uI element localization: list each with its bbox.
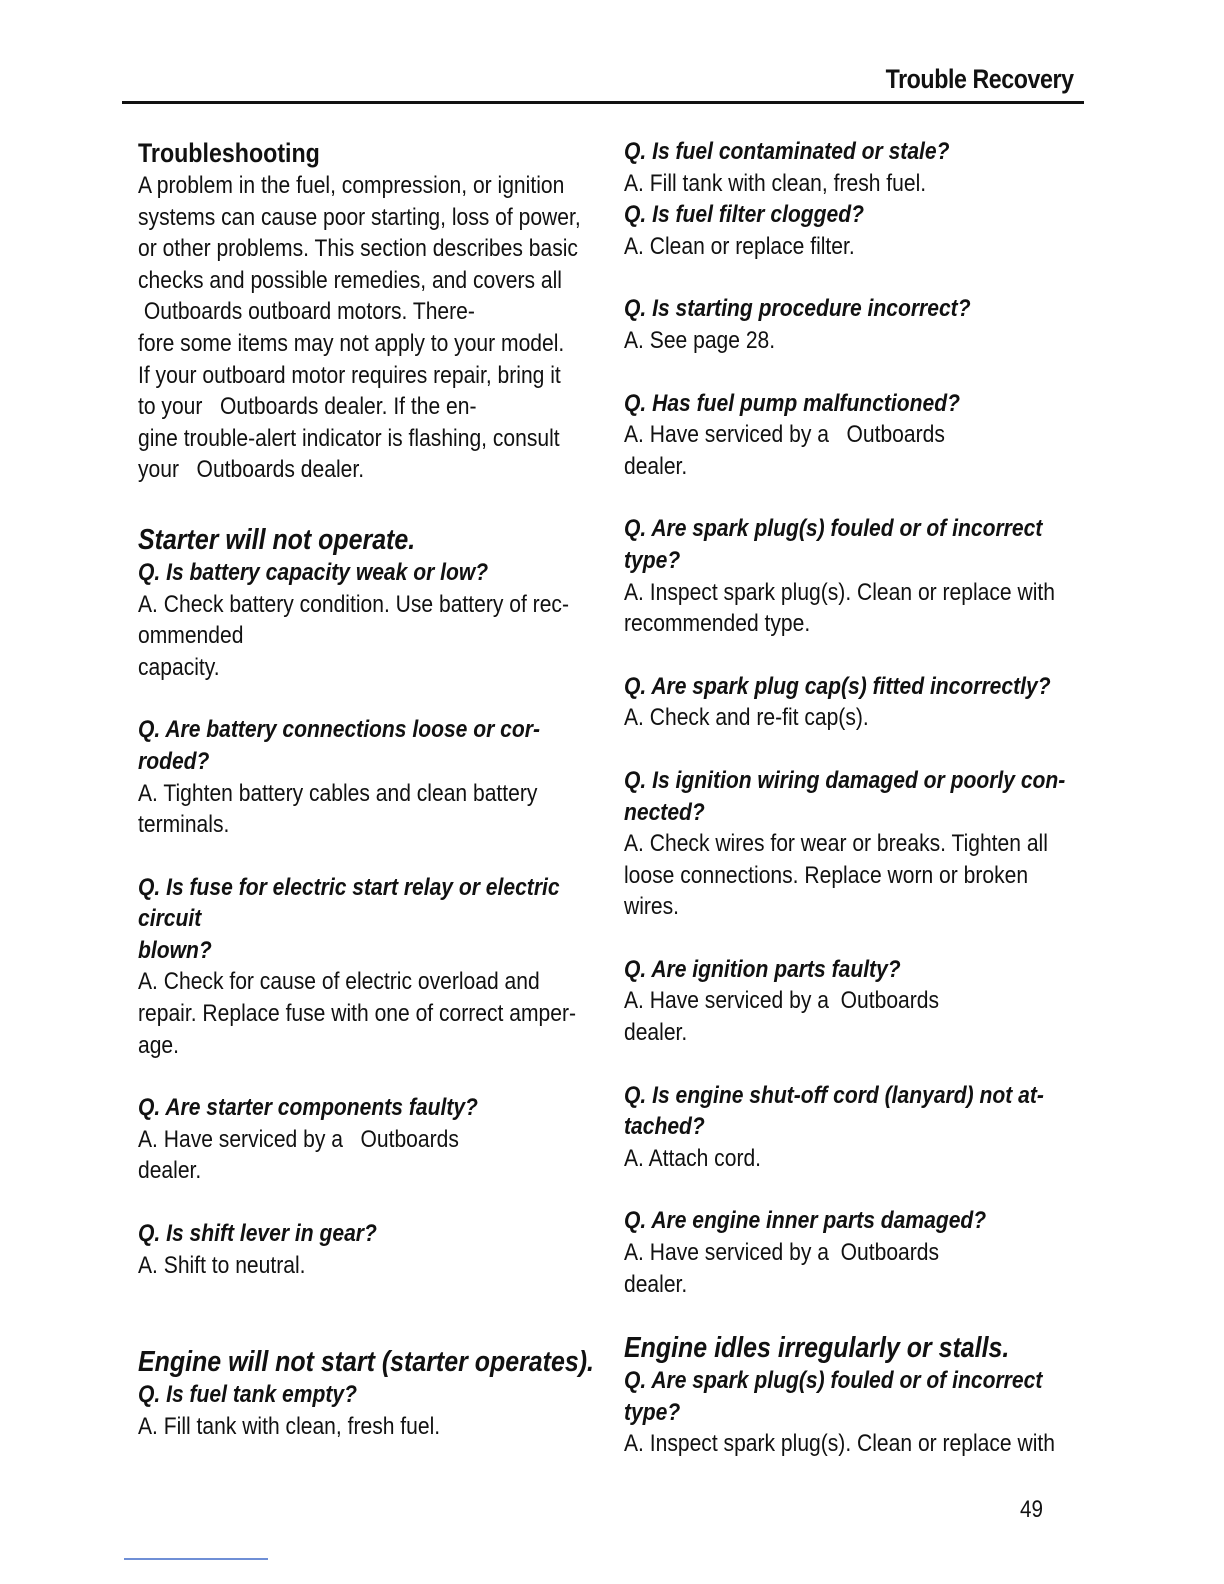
answer: dealer. <box>624 1019 688 1047</box>
troubleshooting-heading: Troubleshooting <box>138 138 320 168</box>
intro-line: A problem in the fuel, compression, or ignition <box>138 172 565 199</box>
section-title-engine-no-start: Engine will not start (starter operates). <box>138 1346 594 1379</box>
answer: A. Check battery condition. Use battery of rec- <box>138 590 569 618</box>
question: type? <box>624 1398 681 1426</box>
intro-line: fore some items may not apply to your model. <box>138 329 565 357</box>
answer: ommended <box>138 622 244 650</box>
question: Q. Is fuel tank empty? <box>138 1381 357 1409</box>
intro-line: Outboards outboard motors. There- <box>138 298 475 326</box>
question: roded? <box>138 747 210 775</box>
footer-divider <box>124 1558 268 1560</box>
question: Q. Are spark plug cap(s) fitted incorrectly? <box>624 672 1051 700</box>
section-title-idles-irregularly: Engine idles irregularly or stalls. <box>624 1332 1010 1365</box>
question: Q. Are spark plug(s) fouled or of incorrect <box>624 515 1043 543</box>
answer: age. <box>138 1031 180 1059</box>
question: Q. Is battery capacity weak or low? <box>138 558 489 586</box>
answer: A. Check wires for wear or breaks. Tighten all <box>624 830 1048 858</box>
answer: A. Have serviced by a Outboards <box>624 421 945 449</box>
answer: repair. Replace fuse with one of correct amper- <box>138 1000 576 1028</box>
intro-line: systems can cause poor starting, loss of power, <box>138 203 581 231</box>
question: Q. Is starting procedure incorrect? <box>624 295 971 323</box>
answer: dealer. <box>138 1157 202 1185</box>
question: Q. Is engine shut-off cord (lanyard) not at- <box>624 1081 1044 1109</box>
answer: loose connections. Replace worn or broken <box>624 861 1029 889</box>
answer: dealer. <box>624 452 688 480</box>
answer: terminals. <box>138 811 230 839</box>
intro-line: or other problems. This section describes basic <box>138 235 578 263</box>
answer: A. Clean or replace filter. <box>624 232 855 260</box>
question: circuit <box>138 905 202 933</box>
question: Q. Are spark plug(s) fouled or of incorrect <box>624 1367 1043 1395</box>
intro-line: checks and possible remedies, and covers all <box>138 266 562 294</box>
left-column <box>138 136 598 1442</box>
intro-line: gine trouble-alert indicator is flashing, consult <box>138 424 560 452</box>
question: Q. Is ignition wiring damaged or poorly con- <box>624 766 1066 794</box>
answer: wires. <box>624 893 680 921</box>
answer: dealer. <box>624 1270 688 1298</box>
question: blown? <box>138 936 212 964</box>
question: nected? <box>624 798 705 826</box>
answer: A. Inspect spark plug(s). Clean or replace with <box>624 578 1055 606</box>
answer: A. Fill tank with clean, fresh fuel. <box>624 169 927 197</box>
answer: A. Have serviced by a Outboards <box>624 1239 940 1267</box>
answer: A. Shift to neutral. <box>138 1251 306 1279</box>
question: Q. Is fuel filter clogged? <box>624 201 864 229</box>
answer: A. Tighten battery cables and clean battery <box>138 779 538 807</box>
question: Q. Is fuel contaminated or stale? <box>624 138 950 165</box>
question: Q. Has fuel pump malfunctioned? <box>624 389 960 417</box>
question: Q. Are ignition parts faulty? <box>624 955 901 983</box>
answer: recommended type. <box>624 610 811 638</box>
answer: A. See page 28. <box>624 326 776 354</box>
question: type? <box>624 546 681 574</box>
header-divider <box>122 101 1084 104</box>
question: Q. Is fuse for electric start relay or electric <box>138 873 560 901</box>
question: Q. Is shift lever in gear? <box>138 1220 377 1248</box>
page-header-title: Trouble Recovery <box>886 64 1074 94</box>
right-column <box>624 136 1094 1460</box>
intro-line: to your Outboards dealer. If the en- <box>138 393 477 421</box>
answer: A. Have serviced by a Outboards <box>624 987 940 1015</box>
page-number: 49 <box>1020 1496 1043 1523</box>
question: Q. Are battery connections loose or cor- <box>138 716 540 744</box>
intro-line: your Outboards dealer. <box>138 456 365 484</box>
question: tached? <box>624 1113 705 1141</box>
answer: A. Have serviced by a Outboards <box>138 1125 459 1153</box>
answer: A. Attach cord. <box>624 1144 762 1172</box>
answer: A. Inspect spark plug(s). Clean or replace with <box>624 1430 1055 1458</box>
answer: A. Fill tank with clean, fresh fuel. <box>138 1412 441 1440</box>
question: Q. Are engine inner parts damaged? <box>624 1207 987 1235</box>
answer: A. Check for cause of electric overload and <box>138 968 540 996</box>
answer: A. Check and re-fit cap(s). <box>624 704 869 732</box>
question: Q. Are starter components faulty? <box>138 1094 478 1122</box>
answer: capacity. <box>138 653 220 681</box>
intro-line: If your outboard motor requires repair, bring it <box>138 361 561 389</box>
section-title-starter: Starter will not operate. <box>138 523 416 556</box>
